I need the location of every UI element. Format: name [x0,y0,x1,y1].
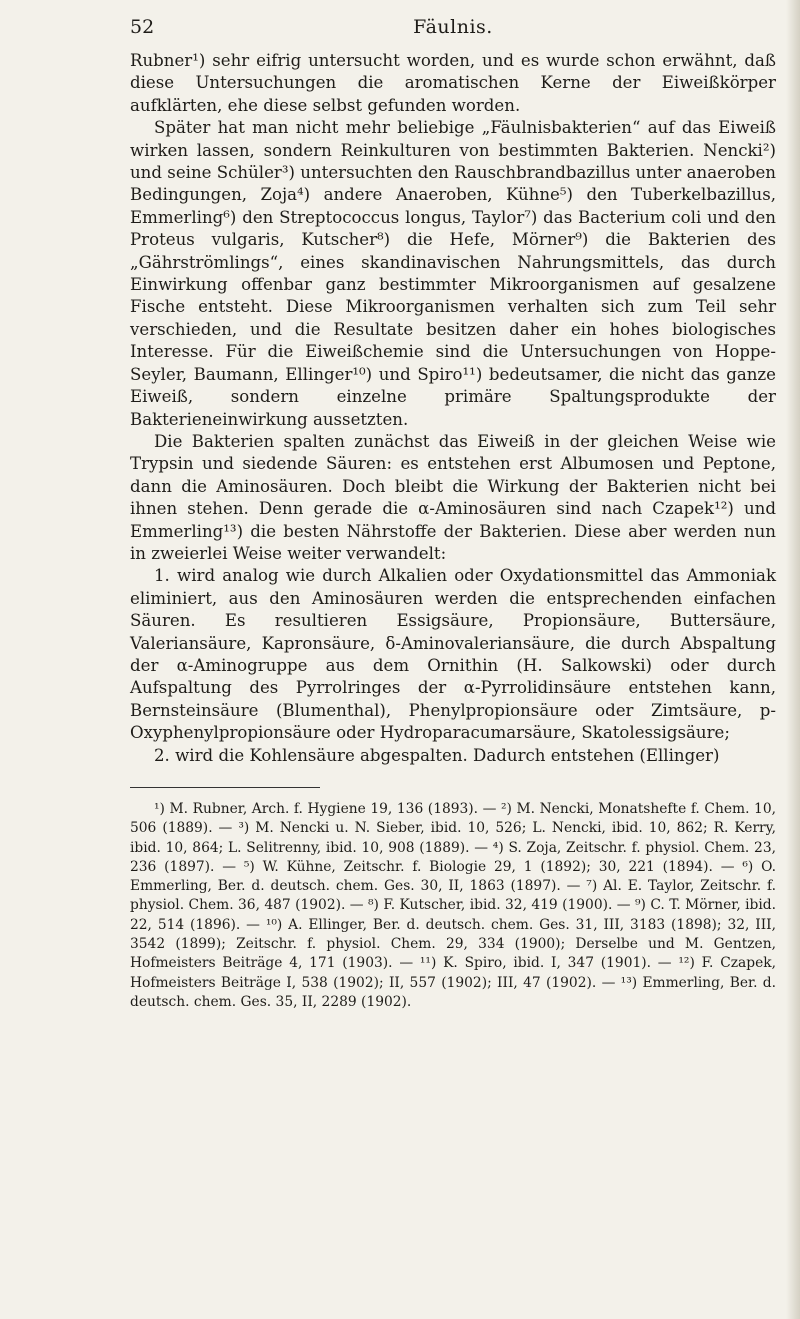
body-text [130,50,776,767]
book-page [130,16,776,1012]
page-number: 52 [130,16,155,38]
page-header [130,16,776,50]
running-title: Fäulnis. [413,16,493,38]
footnotes [130,800,776,1012]
paragraph-3: Die Bakterien spalten zunächst das Eiweiß in der gleichen Weise wie Trypsin und siedende Säuren: es entstehen erst Albumosen und Peptone, dann die Aminosäuren. Doch bleibt die Wirkung der Bakterien nicht bei ihnen stehen. Denn gerade die α-Aminosäuren sind nach Czapek¹²) und Emmerling¹³) die besten Nährstoffe der Bakterien. Diese aber werden nun in zweierlei Weise weiter verwandelt: [130,431,776,563]
footnote-block: ¹) M. Rubner, Arch. f. Hygiene 19, 136 (1893). — ²) M. Nencki, Monatshefte f. Chem. 10, 506 (1889). — ³) M. Nencki u. N. Sieber, ibid. 10, 526; L. Nencki, ibid. 10, 862; R. Kerry, ibid. 10, 864; L. Selitrenny, ibid. 10, 908 (1889). — ⁴) S. Zoja, Zeitschr. f. physiol. Chem. 23, 236 (1897). — ⁵) W. Kühne, Zeitschr. f. Biologie 29, 1 (1892); 30, 221 (1894). — ⁶) O. Emmerling, Ber. d. deutsch. chem. Ges. 30, II, 1863 (1897). — ⁷) Al. E. Taylor, Zeitschr. f. physiol. Chem. 36, 487 (1902). — ⁸) F. Kutscher, ibid. 32, 419 (1900). — ⁹) C. T. Mörner, ibid. 22, 514 (1896). — ¹⁰) A. Ellinger, Ber. d. deutsch. chem. Ges. 31, III, 3183 (1898); 32, III, 3542 (1899); Zeitschr. f. physiol. Chem. 29, 334 (1900); Derselbe und M. Gentzen, Hofmeisters Beiträge 4, 171 (1903). — ¹¹) K. Spiro, ibid. I, 347 (1901). — ¹²) F. Czapek, Hofmeisters Beiträge I, 538 (1902); II, 557 (1902); III, 47 (1902). — ¹³) Emmerling, Ber. d. deutsch. chem. Ges. 35, II, 2289 (1902). [130,801,776,1010]
paragraph-2: Später hat man nicht mehr beliebige „Fäulnisbakterien“ auf das Eiweiß wirken lassen, sondern Reinkulturen von bestimmten Bakterien. Nencki²) und seine Schüler³) untersuchten den Rauschbrandbazillus unter anaeroben Bedingungen, Zoja⁴) andere Anaeroben, Kühne⁵) den Tuberkelbazillus, Emmerling⁶) den Streptococcus longus, Taylor⁷) das Bacterium coli und den Proteus vulgaris, Kutscher⁸) die Hefe, Mörner⁹) die Bakterien des „Gährströmlings“, eines skandinavischen Nahrungsmittels, das durch Einwirkung offenbar ganz bestimmter Mikroorganismen auf gesalzene Fische entsteht. Diese Mikroorganismen verhalten sich zum Teil sehr verschieden, und die Resultate besitzen daher ein hohes biologisches Interesse. Für die Eiweißchemie sind die Untersuchungen von Hoppe-Seyler, Baumann, Ellinger¹⁰) und Spiro¹¹) bedeutsamer, die nicht das ganze Eiweiß, sondern einzelne primäre Spaltungsprodukte der Bakterieneinwirkung aussetzten. [130,118,776,429]
page-edge-shadow [786,0,800,1319]
paragraph-4: 1. wird analog wie durch Alkalien oder Oxydationsmittel das Ammoniak eliminiert, aus den Aminosäuren werden die entsprechenden einfachen Säuren. Es resultieren Essigsäure, Propionsäure, Buttersäure, Valeriansäure, Kapronsäure, δ-Aminovaleriansäure, die durch Abspaltung der α-Aminogruppe aus dem Ornithin (H. Salkowski) oder durch Aufspaltung des Pyrrolringes der α-Pyrrolidinsäure entstehen kann, Bernsteinsäure (Blumenthal), Phenylpropionsäure oder Zimtsäure, p-Oxyphenylpropionsäure oder Hydroparacumarsäure, Skatolessigsäure; [130,566,776,743]
paragraph-1: Rubner¹) sehr eifrig untersucht worden, und es wurde schon erwähnt, daß diese Untersuchungen die aromatischen Kerne der Eiweißkörper aufklärten, ehe diese selbst gefunden worden. [130,51,776,115]
paragraph-5: 2. wird die Kohlensäure abgespalten. Dadurch entstehen (Ellinger) [154,745,720,765]
footnote-divider [130,787,320,788]
